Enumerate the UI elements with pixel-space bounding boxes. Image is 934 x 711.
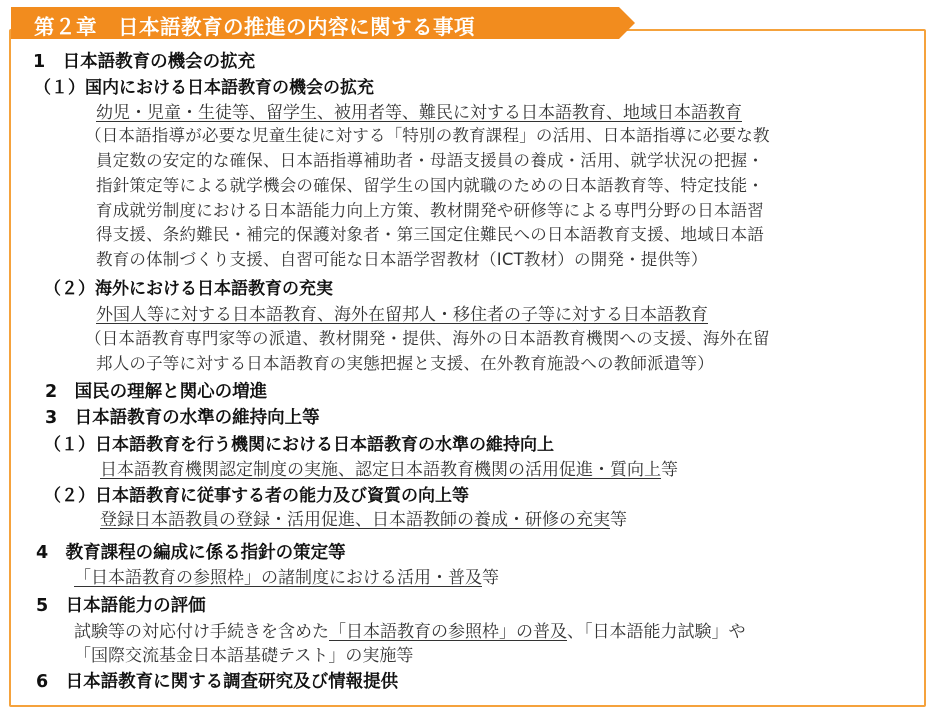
section-1-1-summary-text: 幼児・児童・生徒等、留学生、被用者等、難民に対する日本語教育、地域日本語教育 (96, 103, 742, 123)
section-1-1-detail-line: （日本語指導が必要な児童生徒に対する「特別の教育課程」の活用、日本語指導に必要な教 (85, 126, 770, 145)
section-1-1-detail-line: 指針策定等による就学機会の確保、留学生の国内就職のための日本語教育等、特定技能・ (96, 176, 764, 195)
section-1-1-detail-line: 育成就労制度における日本語能力向上方策、教材開発や研修等による専門分野の日本語習 (96, 201, 764, 220)
section-3-1-summary-text: 日本語教育機関認定制度の実施、認定日本語教育機関の活用促進・質向上 (100, 460, 661, 480)
section-5-text-line-1 (74, 617, 746, 642)
section-5-text-underlined: 「日本語教育の参照枠」の普及 (329, 622, 567, 642)
section-3-1-summary (100, 455, 678, 480)
section-3-1-heading: （１）日本語教育を行う機関における日本語教育の水準の維持向上 (44, 435, 554, 455)
section-1-2-summary-text: 外国人等に対する日本語教育、海外在留邦人・移住者の子等に対する日本語教育 (96, 305, 708, 325)
section-3-2-summary-tail: 等 (610, 510, 627, 530)
chapter-title: 第２章 日本語教育の推進の内容に関する事項 (34, 15, 475, 39)
section-1-2-summary (96, 300, 708, 325)
section-6-heading: 6 日本語教育に関する調査研究及び情報提供 (36, 672, 399, 692)
section-4-summary-text: 「日本語教育の参照枠」の諸制度における活用・普及 (74, 568, 482, 588)
chapter-banner (11, 7, 635, 39)
section-5-text-pre: 試験等の対応付け手続きを含めた (74, 622, 329, 642)
section-3-2-summary-text: 登録日本語教員の登録・活用促進、日本語教師の養成・研修の充実 (100, 510, 610, 530)
section-1-1-detail-line: 教育の体制づくり支援、自習可能な日本語学習教材（ICT教材）の開発・提供等） (96, 250, 708, 269)
section-3-2-summary (100, 505, 627, 530)
section-5-heading: 5 日本語能力の評価 (36, 596, 206, 616)
section-4-heading: 4 教育課程の編成に係る指針の策定等 (36, 543, 346, 563)
section-3-heading: 3 日本語教育の水準の維持向上等 (45, 408, 320, 428)
section-1-2-heading: （２）海外における日本語教育の充実 (44, 279, 333, 299)
section-1-2-detail-line: （日本語教育専門家等の派遣、教材開発・提供、海外の日本語教育機関への支援、海外在留 (85, 329, 770, 348)
section-1-1-heading: （１）国内における日本語教育の機会の拡充 (34, 78, 374, 98)
section-5-text-post: 、「日本語能力試験」や (567, 622, 746, 642)
section-1-1-summary (96, 98, 742, 123)
section-2-heading: 2 国民の理解と関心の増進 (45, 382, 268, 402)
section-1-2-detail-line: 邦人の子等に対する日本語教育の実態把握と支援、在外教育施設への教師派遣等） (96, 354, 714, 373)
section-1-heading: 1 日本語教育の機会の拡充 (33, 52, 256, 72)
section-1-1-detail-line: 員定数の安定的な確保、日本語指導補助者・母語支援員の養成・活用、就学状況の把握・ (96, 151, 764, 170)
section-4-summary-tail: 等 (482, 568, 499, 588)
section-3-1-summary-tail: 等 (661, 460, 678, 480)
section-4-summary (74, 563, 499, 588)
section-3-2-heading: （２）日本語教育に従事する者の能力及び資質の向上等 (44, 486, 469, 506)
section-1-1-detail-line: 得支援、条約難民・補完的保護対象者・第三国定住難民への日本語教育支援、地域日本語 (96, 225, 764, 244)
section-5-text-line-2: 「国際交流基金日本語基礎テスト」の実施等 (74, 646, 414, 666)
